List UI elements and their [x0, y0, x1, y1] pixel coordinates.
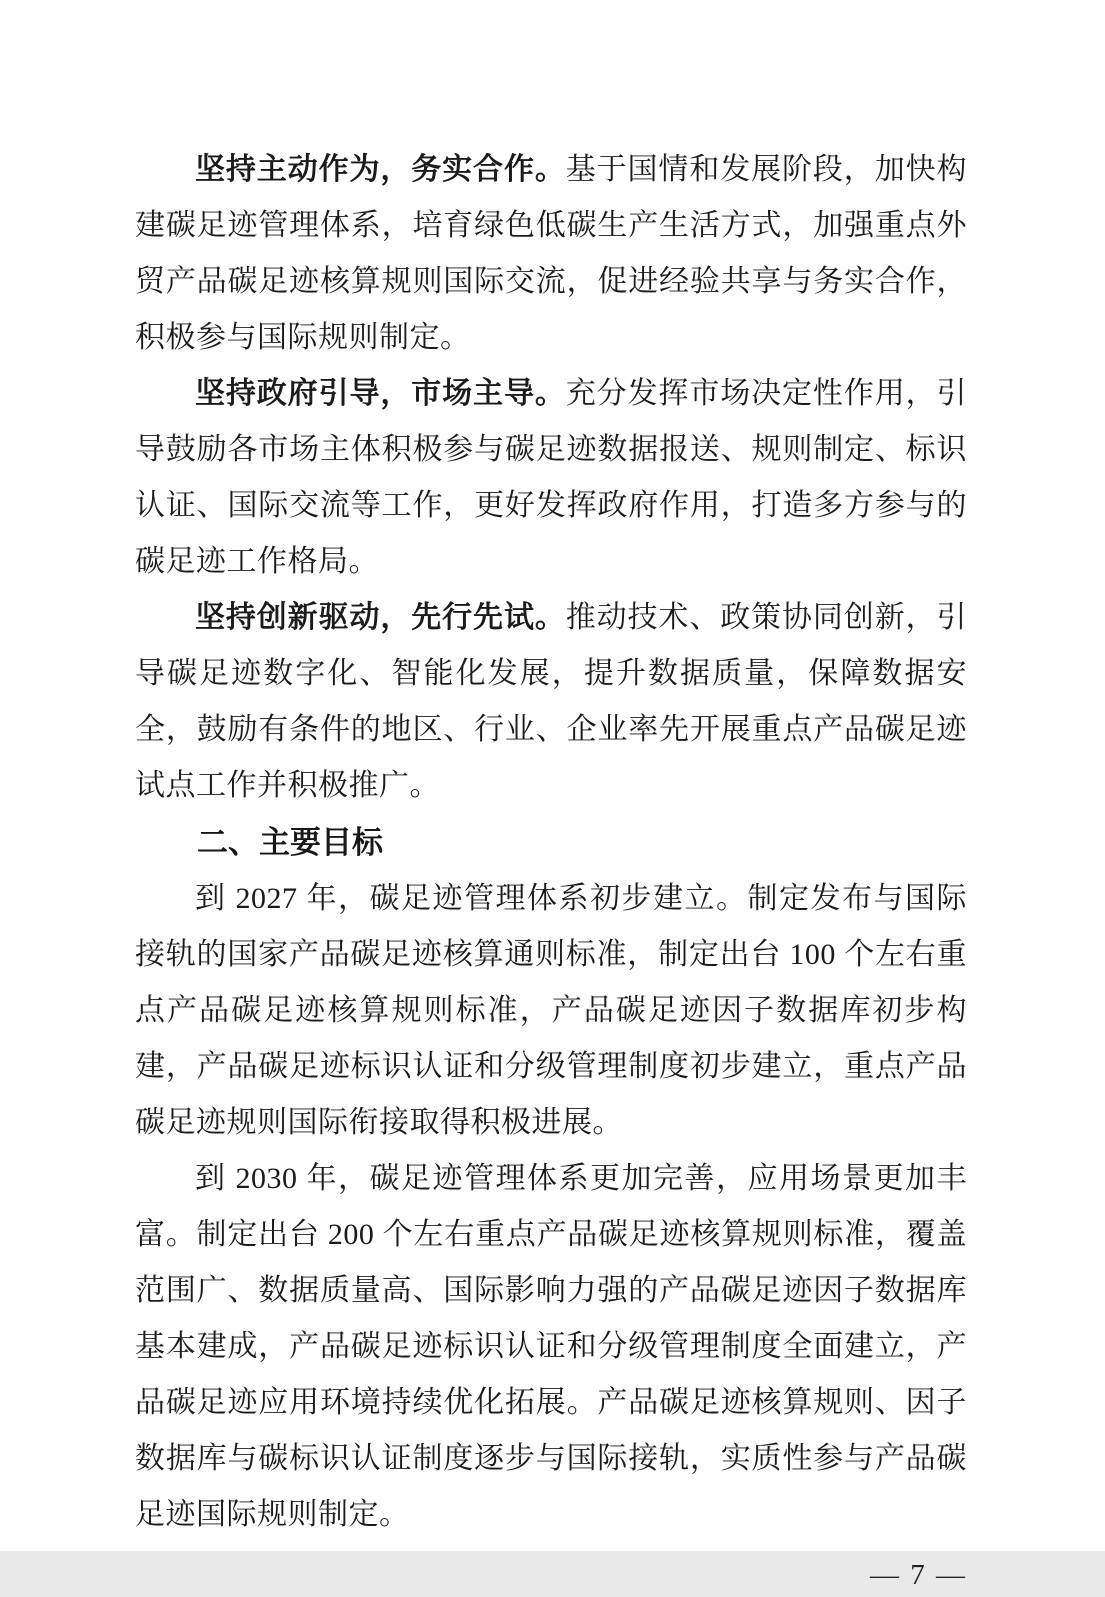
document-body [135, 142, 967, 1597]
principle-1-lead: 坚持主动作为，务实合作。 [195, 153, 566, 186]
principle-3-body: 推动技术、政策协同创新，引导碳足迹数字化、智能化发展，提升数据质量，保障数据安全，鼓励有条件的地区、行业、企业率先开展重点产品碳足迹试点工作并积极推广。 [135, 601, 967, 802]
principle-2-lead: 坚持政府引导，市场主导。 [195, 377, 566, 410]
principle-paragraph-3 [135, 590, 967, 814]
section-heading: 二、主要目标 [197, 825, 383, 860]
principle-paragraph-2 [135, 366, 967, 590]
principle-2-body: 充分发挥市场决定性作用，引导鼓励各市场主体积极参与碳足迹数据报送、规则制定、标识认证、国际交流等工作，更好发挥政府作用，打造多方参与的碳足迹工作格局。 [135, 377, 967, 578]
principle-3-lead: 坚持创新驱动，先行先试。 [195, 601, 566, 634]
goal-paragraph-2030: 到 2030 年，碳足迹管理体系更加完善，应用场景更加丰富。制定出台 200 个左右重点产品碳足迹核算规则标准，覆盖范围广、数据质量高、国际影响力强的产品碳足迹因子数据库基本建成，产品碳足迹标识认证和分级管理制度全面建立，产品碳足迹应用环境持续优化拓展。产品碳足迹核算规则、因子数据库与碳标识认证制度逐步与国际接轨，实质性参与产品碳足迹国际规则制定。 [135, 1162, 967, 1531]
goal-paragraph-2027: 到 2027 年，碳足迹管理体系初步建立。制定发布与国际接轨的国家产品碳足迹核算通则标准，制定出台 100 个左右重点产品碳足迹核算规则标准，产品碳足迹因子数据库初步构建，产品碳足迹标识认证和分级管理制度初步建立，重点产品碳足迹规则国际衔接取得积极进展。 [135, 882, 967, 1139]
principle-paragraph-1 [135, 142, 967, 366]
principle-1-body: 基于国情和发展阶段，加快构建碳足迹管理体系，培育绿色低碳生产生活方式，加强重点外贸产品碳足迹核算规则国际交流，促进经验共享与务实合作，积极参与国际规则制定。 [135, 153, 967, 354]
page-number: — 7 — [870, 1559, 967, 1591]
